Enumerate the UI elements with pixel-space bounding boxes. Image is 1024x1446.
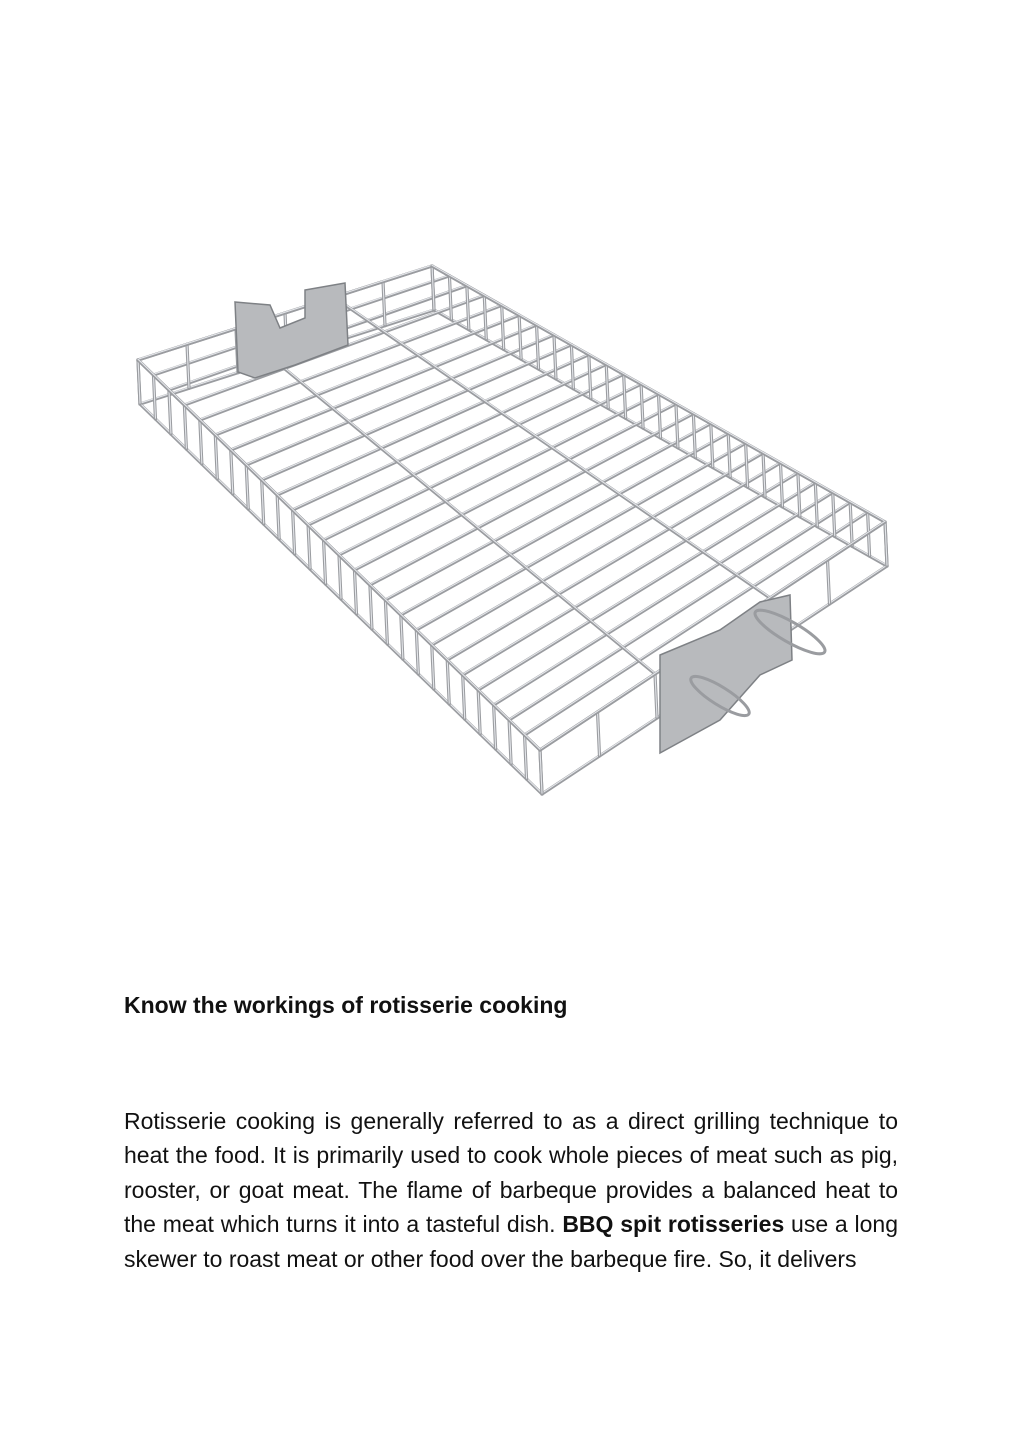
paragraph-text-start: Rotisserie cooking is generally referred to as a direct grilling technique to heat the food. It is primarily used to cook whole pieces of meat such as pig, rooster, or goat meat. The flame of barbeque provides a balanced heat to the meat which turns it into a tasteful dish. bbox=[124, 1108, 898, 1238]
rotisserie-basket-illustration bbox=[120, 250, 900, 830]
top-frame-left-highlight bbox=[138, 359, 540, 749]
grid-crossbar bbox=[308, 374, 624, 525]
top-frame-left bbox=[138, 360, 540, 750]
near-mounting-bracket bbox=[660, 595, 792, 753]
rotisserie-basket-image bbox=[120, 250, 900, 830]
paragraph-text-end: use a long skewer to roast meat or other food over the barbeque fire. So, it delivers bbox=[124, 1211, 898, 1272]
grid-crossbar bbox=[324, 384, 642, 540]
grid-crossbar bbox=[339, 394, 659, 555]
grid-crossbar-highlight bbox=[339, 393, 659, 554]
grid-crossbar-highlight bbox=[308, 374, 624, 525]
grid-crossbar-highlight bbox=[324, 383, 642, 539]
bold-keyword: BBQ spit rotisseries bbox=[562, 1211, 785, 1238]
grid-crossbar-highlight bbox=[354, 403, 675, 569]
far-mounting-bracket bbox=[235, 283, 348, 378]
grid-crossbar-highlight bbox=[262, 344, 572, 479]
grid-crossbar bbox=[354, 404, 675, 570]
section-heading: Know the workings of rotisserie cooking bbox=[124, 992, 568, 1018]
body-paragraph bbox=[124, 1104, 898, 1276]
